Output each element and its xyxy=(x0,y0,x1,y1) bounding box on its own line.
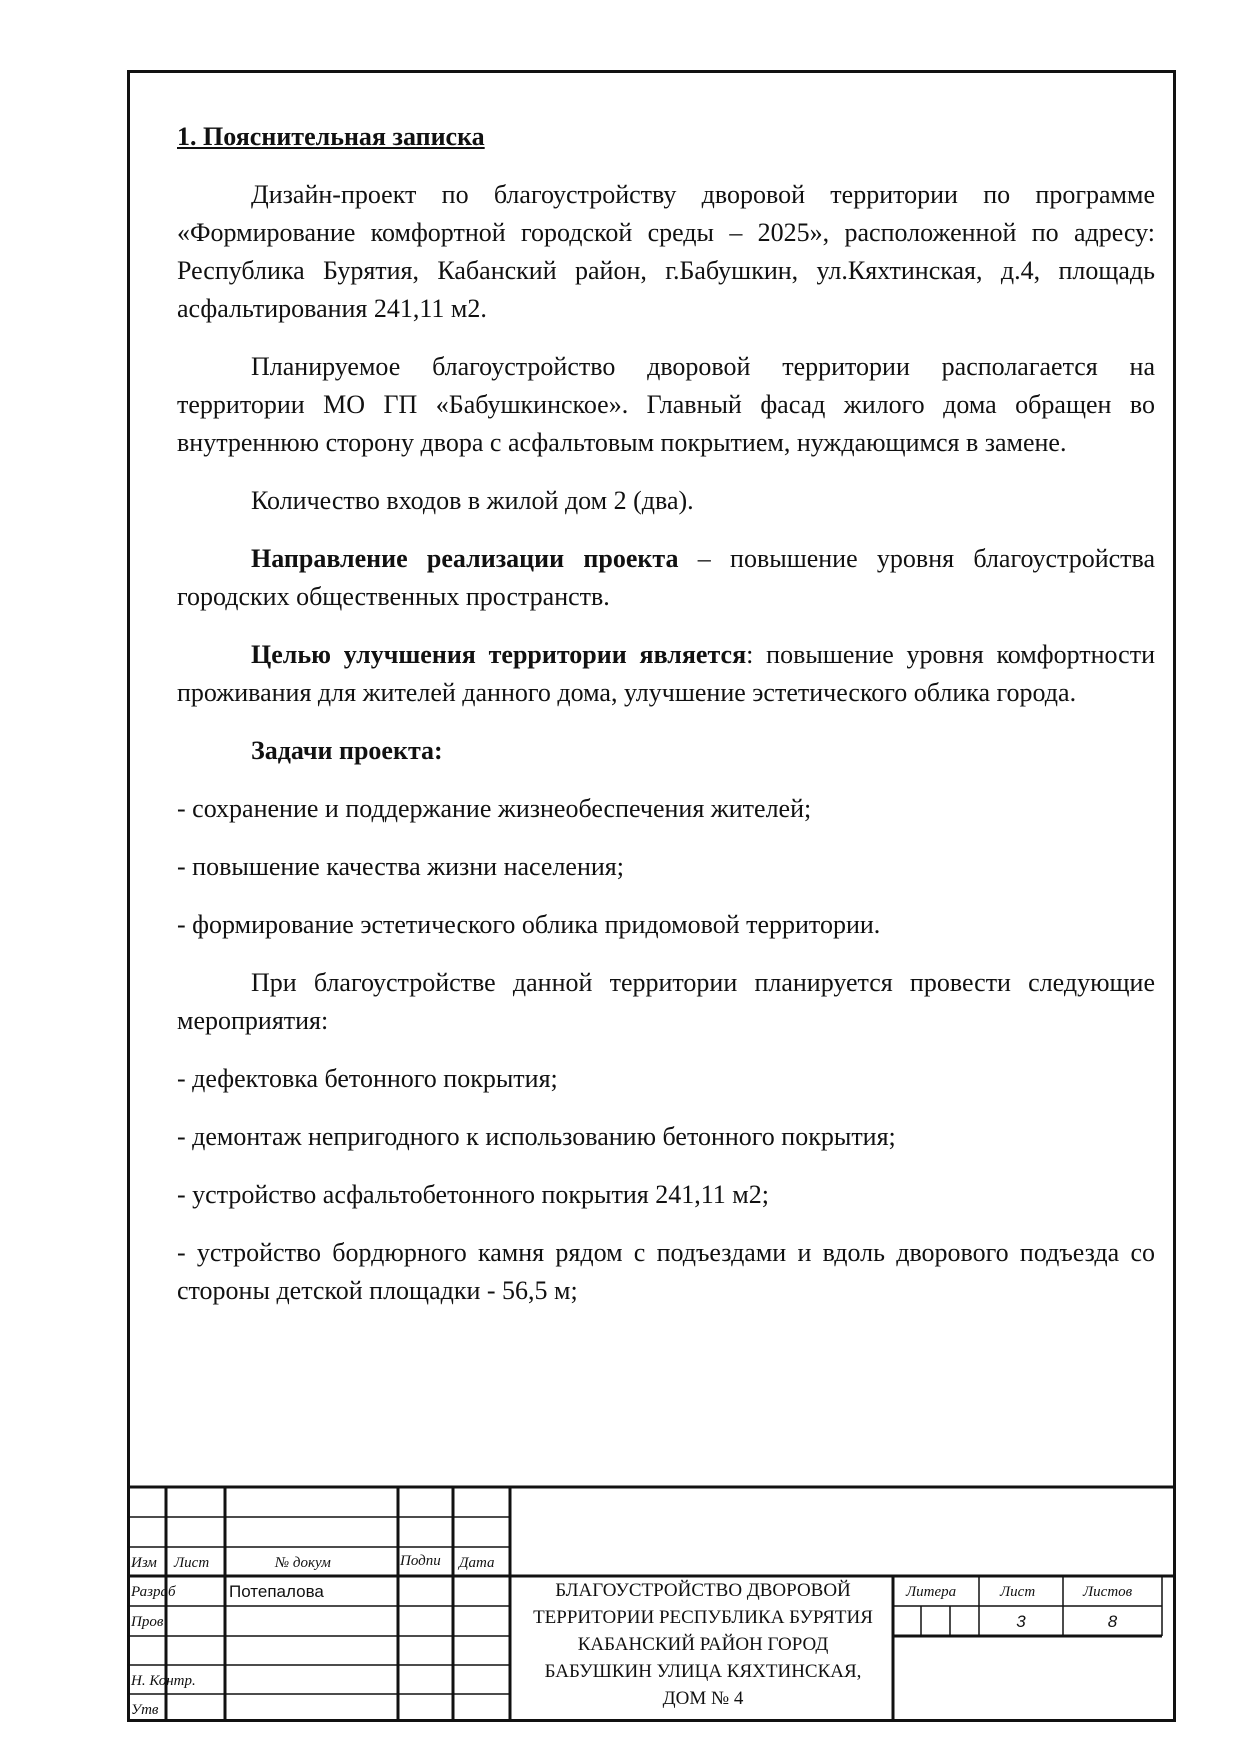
sheets-total-header: Листов xyxy=(1083,1584,1133,1600)
paragraph-entrances: Количество входов в жилой дом 2 (два). xyxy=(251,486,694,515)
project-title-line: ДОМ № 4 xyxy=(662,1688,744,1709)
measure-item: - устройство асфальтобетонного покрытия 241,11 м2; xyxy=(177,1180,769,1209)
sheets-total: 8 xyxy=(1107,1612,1118,1631)
col-list-header: Лист xyxy=(174,1555,210,1571)
task-item: - сохранение и поддержание жизнеобеспечения жителей; xyxy=(177,794,812,823)
project-title-line: КАБАНСКИЙ РАЙОН ГОРОД xyxy=(577,1634,829,1655)
litera-header: Литера xyxy=(906,1584,957,1600)
col-izm-header: Изм xyxy=(131,1555,157,1571)
measure-item: - демонтаж непригодного к использованию бетонного покрытия; xyxy=(177,1122,896,1151)
project-title-line: ТЕРРИТОРИИ РЕСПУБЛИКА БУРЯТИЯ xyxy=(533,1607,873,1628)
task-item: - повышение качества жизни населения; xyxy=(177,852,624,881)
measure-item: - устройство бордюрного камня рядом с подъездами и вдоль дворового подъезда со стороны детской площадки - 56,5 м; xyxy=(177,1238,1155,1305)
goal-text: : повышение уровня комфортности проживания для жителей данного дома, улучшение эстетического облика города. xyxy=(177,640,1155,707)
col-date-header: Дата xyxy=(459,1555,495,1571)
project-title-block xyxy=(513,1577,893,1712)
paragraph-planning: Планируемое благоустройство дворовой территории располагается на территории МО ГП «Бабушкинское». Главный фасад жилого дома обращен во внутреннюю сторону двора с асфальтовым покрытием, нуждающимся в замене. xyxy=(177,352,1155,457)
row-checker-label: Пров xyxy=(131,1614,164,1630)
task-item: - формирование эстетического облика придомовой территории. xyxy=(177,910,881,939)
goal-label: Целью улучшения территории является xyxy=(251,640,747,669)
developer-name: Потепалова xyxy=(229,1582,324,1601)
col-doc-number-header: № докум xyxy=(275,1555,331,1571)
document-title: 1. Пояснительная записка xyxy=(177,122,485,151)
project-title-line: БАБУШКИН УЛИЦА КЯХТИНСКАЯ, xyxy=(544,1661,862,1682)
row-norm-control-label: Н. Контр. xyxy=(131,1673,196,1689)
sheet-number: 3 xyxy=(1016,1612,1026,1631)
paragraph-measures: При благоустройстве данной территории планируется провести следующие мероприятия: xyxy=(177,968,1155,1035)
tasks-heading-text: Задачи проекта: xyxy=(251,736,443,765)
sheet-header: Лист xyxy=(1000,1584,1036,1600)
measure-item: - дефектовка бетонного покрытия; xyxy=(177,1064,558,1093)
direction-text: – повышение уровня благоустройства городских общественных пространств. xyxy=(177,544,1155,611)
direction-label: Направление реализации проекта xyxy=(251,544,679,573)
col-signature-header: Подпи xyxy=(400,1553,441,1569)
row-approved-label: Утв xyxy=(131,1702,159,1718)
paragraph-intro: Дизайн-проект по благоустройству дворовой территории по программе «Формирование комфортной городской среды – 2025», расположенной по адресу: Республика Бурятия, Кабанский район, г.Бабушкин, ул.Кяхтинская, д.4, площадь асфальтирования 241,11 м2. xyxy=(177,180,1155,323)
row-developer-label: Разраб xyxy=(131,1584,176,1600)
project-title-line: БЛАГОУСТРОЙСТВО ДВОРОВОЙ xyxy=(555,1580,851,1601)
